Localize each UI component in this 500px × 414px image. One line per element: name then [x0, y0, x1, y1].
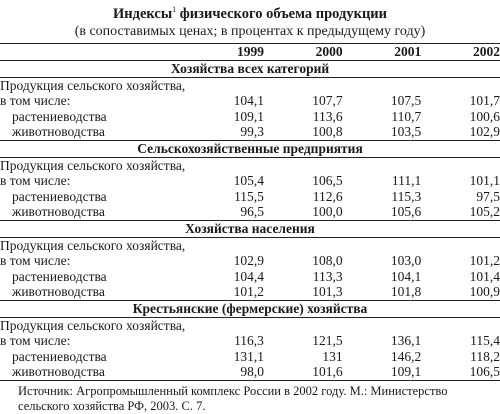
- cell-value: 118,2: [470, 348, 500, 364]
- cell-value: 104,4: [233, 268, 264, 284]
- cell-value: 103,0: [390, 253, 422, 269]
- cell-value: 109,1: [233, 108, 264, 124]
- cell-value: [264, 157, 343, 173]
- cell-value: 102,9: [469, 124, 500, 140]
- cell-value: 104,1: [233, 93, 264, 109]
- cell-value: 105,4: [233, 173, 264, 189]
- table-row: [0, 253, 500, 269]
- cell-value: [343, 157, 422, 173]
- row-label: Продукция сельского хозяйства,: [0, 77, 186, 93]
- title-text: Индексы: [112, 5, 173, 22]
- cell-value: 121,5: [312, 333, 343, 349]
- row-label: растениеводства: [12, 348, 107, 364]
- cell-value: [421, 237, 500, 253]
- cell-value: 101,6: [264, 364, 343, 380]
- row-label: растениеводства: [12, 108, 107, 124]
- cell-value: 146,2: [390, 348, 422, 364]
- year-header: 2002: [421, 43, 500, 60]
- group-title: Хозяйства всех категорий: [0, 60, 500, 77]
- cell-value: 101,1: [469, 173, 500, 189]
- cell-value: 100,0: [312, 204, 343, 220]
- cell-value: 99,3: [240, 124, 264, 140]
- cell-value: [264, 237, 343, 253]
- cell-value: [185, 317, 264, 333]
- group-header-row: [0, 220, 500, 237]
- cell-value: 115,5: [234, 188, 264, 204]
- cell-value: [185, 77, 264, 93]
- table-row: [0, 284, 500, 300]
- table-row: [0, 124, 500, 140]
- year-header: 2001: [343, 43, 422, 60]
- cell-value: 96,5: [240, 204, 264, 220]
- cell-value: [421, 157, 500, 173]
- row-label: Продукция сельского хозяйства,: [0, 317, 186, 333]
- title-footnote-mark: 1: [172, 5, 177, 14]
- row-label: животноводства: [0, 364, 185, 380]
- cell-value: 98,0: [185, 364, 264, 380]
- header-row: [0, 43, 500, 60]
- group-header-row: [0, 140, 500, 157]
- cell-value: 101,4: [469, 268, 500, 284]
- table-row: [0, 237, 500, 253]
- cell-value: 107,5: [390, 93, 422, 109]
- table-subtitle: (в сопоставимых ценах; в процентах к предыдущему году): [74, 23, 426, 39]
- table-row: [0, 317, 500, 333]
- cell-value: 102,9: [233, 253, 264, 269]
- group-title: Крестьянские (фермерские) хозяйства: [0, 300, 500, 317]
- group-title: Хозяйства населения: [0, 220, 500, 237]
- cell-value: 106,5: [421, 364, 500, 380]
- cell-value: 100,8: [312, 124, 343, 140]
- cell-value: 115,4: [470, 333, 500, 349]
- cell-value: 113,6: [312, 108, 343, 124]
- table-row: [0, 157, 500, 173]
- group-title: Сельскохозяйственные предприятия: [0, 140, 500, 157]
- row-label: Продукция сельского хозяйства,: [0, 237, 186, 253]
- cell-value: 116,3: [234, 333, 264, 349]
- table-title: [0, 0, 500, 23]
- cell-value: [185, 237, 264, 253]
- index-table: [0, 43, 500, 381]
- table-row: [0, 364, 500, 380]
- cell-value: 101,7: [469, 93, 500, 109]
- row-label: растениеводства: [12, 188, 107, 204]
- row-label: в том числе:: [0, 173, 71, 189]
- row-label: Продукция сельского хозяйства,: [0, 157, 186, 173]
- row-label: животноводства: [12, 124, 105, 140]
- table-row: [0, 189, 500, 205]
- cell-value: 100,6: [469, 108, 500, 124]
- table-row: [0, 109, 500, 125]
- cell-value: 104,1: [390, 268, 422, 284]
- row-label: в том числе:: [0, 253, 71, 269]
- table-row: [0, 333, 500, 349]
- cell-value: [343, 77, 422, 93]
- cell-value: 100,9: [469, 284, 500, 300]
- cell-value: 106,5: [312, 173, 343, 189]
- cell-value: 97,5: [476, 188, 500, 204]
- cell-value: [421, 317, 500, 333]
- cell-value: [185, 157, 264, 173]
- cell-value: 111,1: [391, 173, 422, 189]
- cell-value: 105,2: [469, 204, 500, 220]
- table-row: [0, 173, 500, 189]
- cell-value: 131: [322, 348, 343, 364]
- cell-value: 115,3: [391, 188, 422, 204]
- cell-value: 103,5: [390, 124, 422, 140]
- row-label: в том числе:: [0, 93, 71, 109]
- title-text-rest: физического объема продукции: [176, 5, 388, 22]
- table-row: [0, 269, 500, 285]
- cell-value: 108,0: [312, 253, 343, 269]
- group-header-row: [0, 300, 500, 317]
- cell-value: 131,1: [233, 348, 264, 364]
- cell-value: 136,1: [390, 333, 422, 349]
- cell-value: 105,6: [390, 204, 422, 220]
- table-row: [0, 77, 500, 93]
- cell-value: [264, 77, 343, 93]
- cell-value: 109,1: [343, 364, 422, 380]
- cell-value: 101,3: [312, 284, 343, 300]
- year-header: 2000: [264, 43, 343, 60]
- group-header-row: [0, 60, 500, 77]
- cell-value: 101,2: [233, 284, 264, 300]
- source-note: Источник: Агропромышленный комплекс России в 2002 году. М.: Министерство сельского хозяйства РФ, 2003. С. 7.: [18, 383, 448, 413]
- table-row: [0, 204, 500, 220]
- table-row: [0, 349, 500, 365]
- year-header: 1999: [185, 43, 264, 60]
- cell-value: [264, 317, 343, 333]
- cell-value: [343, 317, 422, 333]
- row-label: в том числе:: [0, 333, 71, 349]
- row-label: животноводства: [12, 204, 105, 220]
- cell-value: [421, 77, 500, 93]
- table-row: [0, 93, 500, 109]
- cell-value: 112,6: [312, 188, 343, 204]
- cell-value: 101,2: [469, 253, 500, 269]
- cell-value: 107,7: [312, 93, 343, 109]
- table-body: [0, 60, 500, 380]
- header-corner: [0, 43, 185, 60]
- cell-value: [343, 237, 422, 253]
- cell-value: 113,3: [312, 268, 343, 284]
- cell-value: 101,8: [390, 284, 422, 300]
- row-label: животноводства: [12, 284, 105, 300]
- row-label: растениеводства: [12, 268, 107, 284]
- cell-value: 110,7: [391, 108, 422, 124]
